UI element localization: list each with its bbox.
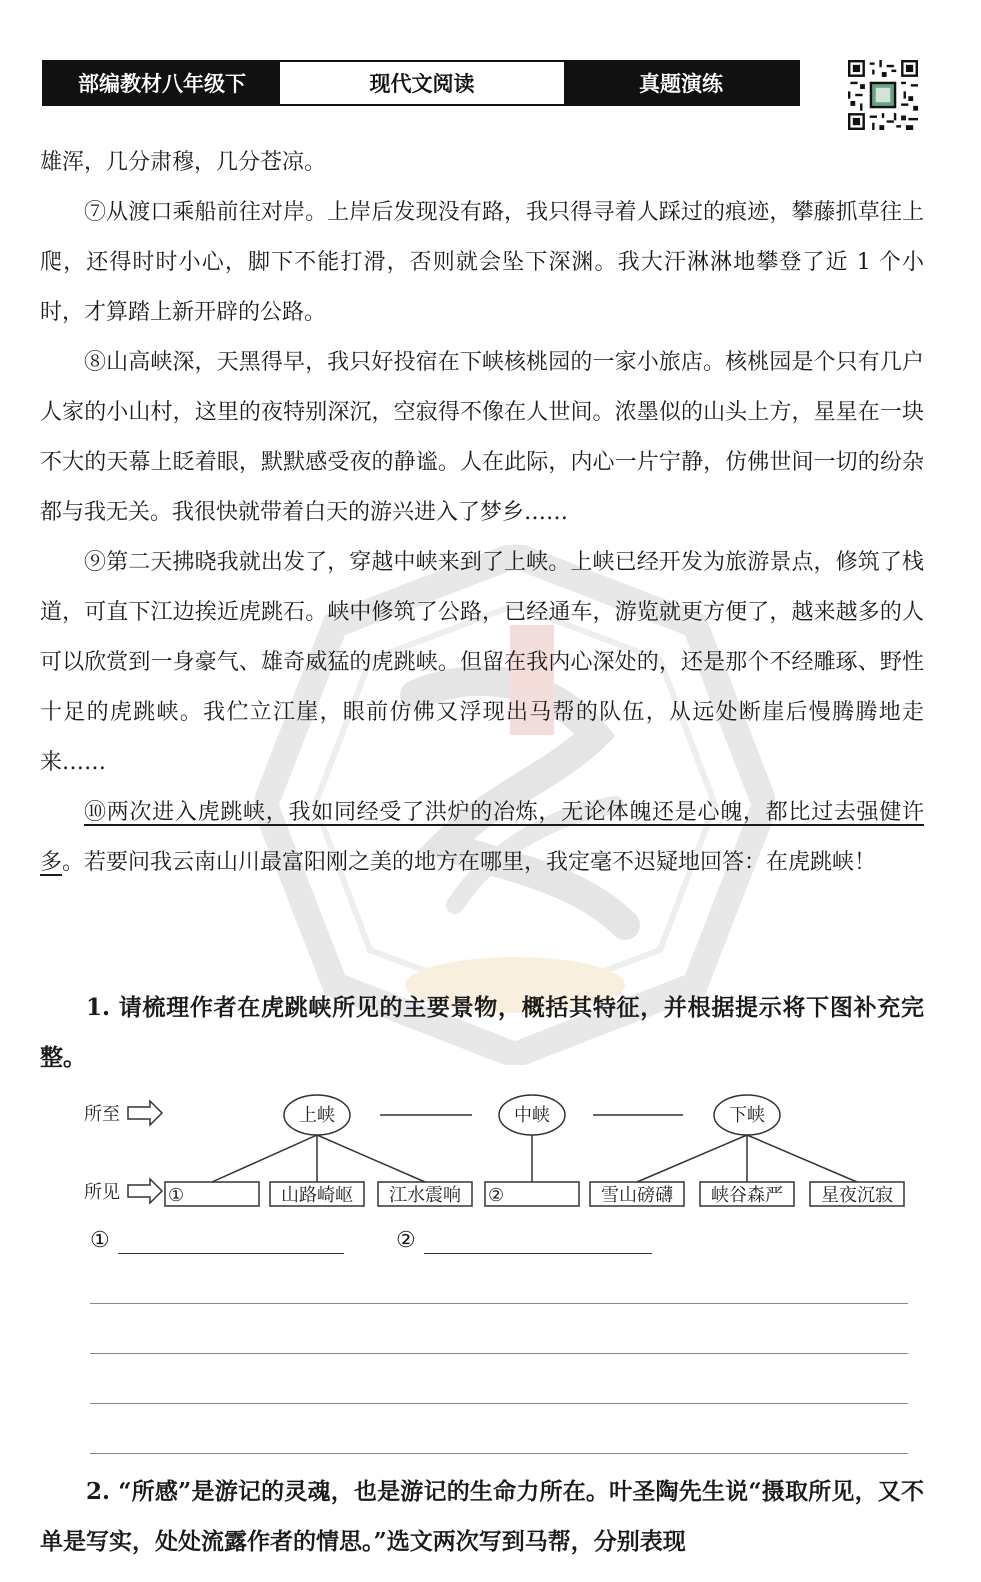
answer-label-2: ② [396,1228,416,1253]
arrow-icon [128,1179,162,1203]
question-2-text: 2. “所感”是游记的灵魂，也是游记的生命力所在。叶圣陶先生说“摄取所见，又不单是写实，处处流露作者的情思。”选文两次写到马帮，分别表现 [40,1478,924,1555]
writing-line[interactable] [90,1453,908,1454]
paragraph-text: 。若要问我云南山川最富阳刚之美的地方在哪里，我定毫不迟疑地回答：在虎跳峡！ [62,850,877,875]
scene-blank-1: ① [168,1185,185,1206]
question-1-text: 1. 请梳理作者在虎跳峡所见的主要景物，概括其特征，并根据提示将下图补充完整。 [40,994,924,1071]
question-2 [40,1467,924,1567]
scene-river-roar: 江水震响 [389,1185,461,1206]
header-practice: 真题演练 [564,62,798,104]
answer-blank-1[interactable] [118,1253,344,1254]
place-middle: 中峡 [514,1105,550,1126]
question-1 [40,983,924,1083]
paragraph-text: 雄浑，几分肃穆，几分苍凉。 [40,150,327,175]
paragraph-10 [40,788,924,888]
answer-label-1: ① [90,1228,110,1253]
paragraph-7 [40,188,924,338]
writing-line[interactable] [90,1303,908,1304]
answer-blank-2[interactable] [424,1253,652,1254]
paragraph-text: ⑨第二天拂晓我就出发了，穿越中峡来到了上峡。上峡已经开发为旅游景点，修筑了栈道，可直下江边挨近虎跳石。峡中修筑了公路，已经通车，游览就更方便了，越来越多的人可以欣赏到一身豪气、雄奇威猛的虎跳峡。但留在我内心深处的，还是那个不经雕琢、野性十足的虎跳峡。我伫立江崖，眼前仿佛又浮现出马帮的队伍，从远处断崖后慢腾腾地走来…… [40,550,924,775]
underlined-text: ⑩两次进入虎跳峡，我如同经受了洪炉的冶炼，无论体魄还是心魄，都比过去强健许多 [40,800,924,875]
place-upper: 上峡 [299,1105,335,1126]
paragraph-continuation [40,138,924,188]
writing-line[interactable] [90,1403,908,1404]
scene-starry-night: 星夜沉寂 [821,1185,893,1206]
place-lower: 下峡 [729,1105,765,1126]
scene-gorge: 峡谷森严 [711,1185,783,1206]
scene-blank-2: ② [488,1185,505,1206]
paragraph-9 [40,538,924,788]
scene-mountain-road: 山路崎岖 [281,1185,353,1206]
qr-code-icon [848,60,918,130]
row-label-reached: 所至 [84,1104,120,1125]
scenery-diagram [0,1085,981,1235]
scene-snow-mountain: 雪山磅礴 [601,1185,673,1206]
arrow-icon [128,1101,162,1125]
passage [40,138,924,888]
paragraph-text: ⑧山高峡深，天黑得早，我只好投宿在下峡核桃园的一家小旅店。核桃园是个只有几户人家的小山村，这里的夜特别深沉，空寂得不像在人世间。浓墨似的山头上方，星星在一块不大的天幕上眨着眼，默默感受夜的静谧。人在此际，内心一片宁静，仿佛世间一切的纷杂都与我无关。我很快就带着白天的游兴进入了梦乡…… [40,350,924,525]
header-bar [42,60,800,106]
paragraph-8 [40,338,924,538]
row-label-seen: 所见 [84,1182,120,1203]
header-textbook: 部编教材八年级下 [44,62,280,104]
header-section: 现代文阅读 [280,62,564,104]
paragraph-text: ⑦从渡口乘船前往对岸。上岸后发现没有路，我只得寻着人踩过的痕迹，攀藤抓草往上爬，还得时时小心，脚下不能打滑，否则就会坠下深渊。我大汗淋淋地攀登了近 1 个小时，才算踏上新开辟的公路。 [40,200,924,325]
writing-line[interactable] [90,1353,908,1354]
